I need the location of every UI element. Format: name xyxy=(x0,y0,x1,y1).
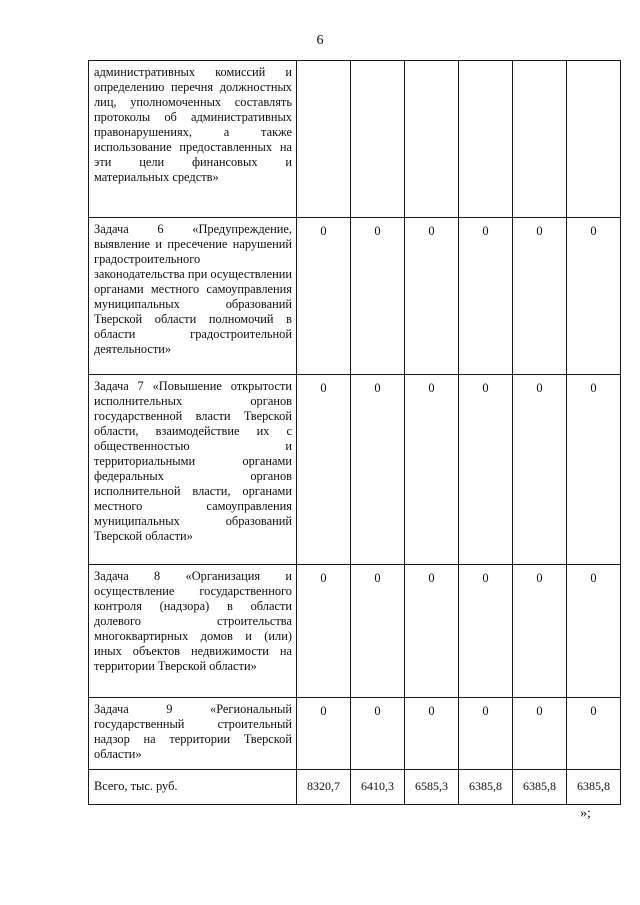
value-cell: 0 xyxy=(513,698,567,770)
total-value-cell: 6385,8 xyxy=(459,770,513,805)
value-cell: 0 xyxy=(567,218,621,375)
table-row xyxy=(89,61,621,218)
task-description: административных комиссий и определению перечня должностных лиц, уполномоченных составлять протоколы об административных правонарушениях, а также использование предоставленных на эти цели финансовых и материальных средств» xyxy=(89,61,297,218)
budget-table xyxy=(88,60,621,805)
total-value-cell: 6410,3 xyxy=(351,770,405,805)
total-value-cell: 6385,8 xyxy=(513,770,567,805)
task-description: Задача 7 «Повышение открытости исполнительных органов государственной власти Тверской области, взаимодействие их с общественностью и территориальными органами федеральных органов исполнительной власти, органами местного самоуправления муниципальных образований Тверской области» xyxy=(89,375,297,565)
value-cell: 0 xyxy=(405,375,459,565)
value-cell xyxy=(405,61,459,218)
value-cell: 0 xyxy=(297,375,351,565)
value-cell: 0 xyxy=(405,698,459,770)
value-cell: 0 xyxy=(513,218,567,375)
value-cell xyxy=(567,61,621,218)
value-cell xyxy=(459,61,513,218)
value-cell: 0 xyxy=(513,375,567,565)
value-cell: 0 xyxy=(567,375,621,565)
value-cell xyxy=(297,61,351,218)
total-value-cell: 8320,7 xyxy=(297,770,351,805)
value-cell: 0 xyxy=(351,375,405,565)
table-row xyxy=(89,218,621,375)
task-description: Задача 6 «Предупреждение, выявление и пресечение нарушений градостроительного законодательства при осуществлении органами местного самоуправления муниципальных образований Тверской области полномочий в области градостроительной деятельности» xyxy=(89,218,297,375)
value-cell: 0 xyxy=(351,218,405,375)
value-cell: 0 xyxy=(459,698,513,770)
closing-quote-mark: »; xyxy=(580,806,591,821)
value-cell: 0 xyxy=(297,218,351,375)
value-cell: 0 xyxy=(405,218,459,375)
total-value-cell: 6585,3 xyxy=(405,770,459,805)
value-cell: 0 xyxy=(297,565,351,698)
value-cell: 0 xyxy=(297,698,351,770)
value-cell xyxy=(351,61,405,218)
value-cell: 0 xyxy=(351,565,405,698)
value-cell: 0 xyxy=(351,698,405,770)
total-label: Всего, тыс. руб. xyxy=(89,770,297,805)
table-row xyxy=(89,375,621,565)
value-cell: 0 xyxy=(459,565,513,698)
value-cell: 0 xyxy=(567,565,621,698)
task-description: Задача 9 «Региональный государственный строительный надзор на территории Тверской области» xyxy=(89,698,297,770)
value-cell: 0 xyxy=(513,565,567,698)
value-cell: 0 xyxy=(567,698,621,770)
total-value-cell: 6385,8 xyxy=(567,770,621,805)
table-row xyxy=(89,565,621,698)
page-number: 6 xyxy=(316,33,324,48)
value-cell: 0 xyxy=(459,218,513,375)
value-cell xyxy=(513,61,567,218)
task-description: Задача 8 «Организация и осуществление государственного контроля (надзора) в области долевого строительства многоквартирных домов и (или) иных объектов недвижимости на территории Тверской области» xyxy=(89,565,297,698)
value-cell: 0 xyxy=(405,565,459,698)
value-cell: 0 xyxy=(459,375,513,565)
total-row xyxy=(89,770,621,805)
table-row xyxy=(89,698,621,770)
